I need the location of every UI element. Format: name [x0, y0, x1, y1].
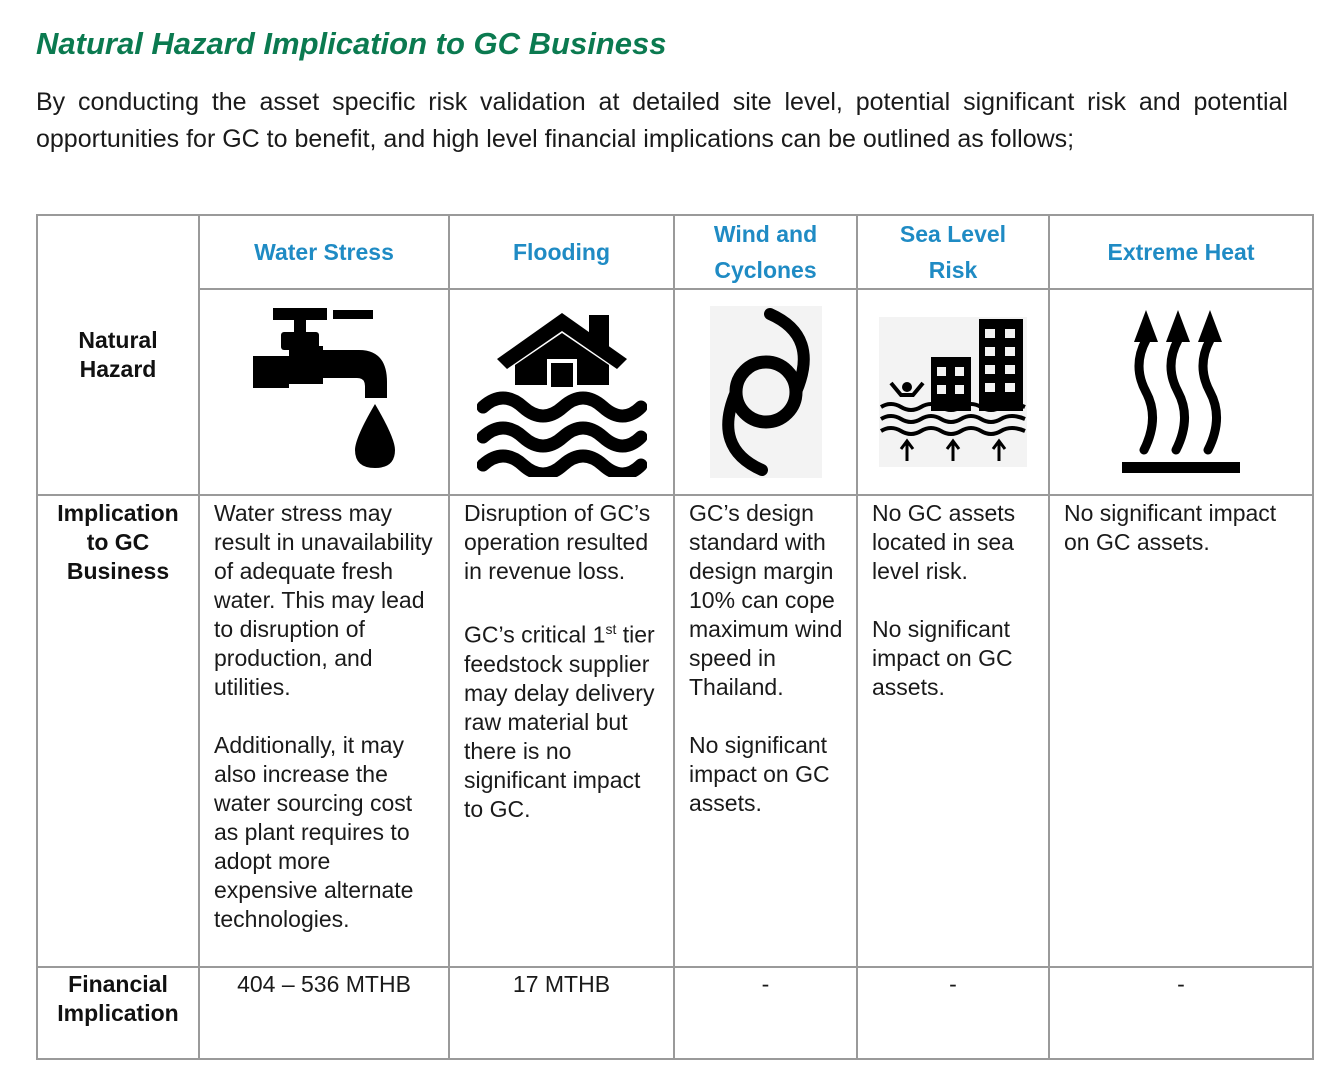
financial-flooding: 17 MTHB [449, 967, 674, 1059]
sea-level-icon-cell [857, 289, 1049, 495]
wind-implication [674, 495, 857, 967]
financial-sea-level: - [857, 967, 1049, 1059]
extreme-heat-icon-cell [1049, 289, 1313, 495]
extreme-heat-implication [1049, 495, 1313, 967]
flooding-implication-p2b: tier feedstock supplier may delay delivery raw material but there is no significant impact to GC. [464, 621, 662, 822]
sea-level-implication-p2: No significant impact on GC assets. [872, 616, 1019, 700]
superscript-st: st [605, 621, 617, 637]
wind-implication-p2: No significant impact on GC assets. [689, 732, 836, 816]
hazard-table [36, 214, 1314, 1060]
financial-implication-label: Financial Implication [37, 967, 199, 1059]
header-extreme-heat: Extreme Heat [1049, 215, 1313, 289]
cyclone-icon-cell [674, 289, 857, 495]
heat-icon [1118, 306, 1244, 478]
natural-hazard-label: Natural Hazard [37, 215, 199, 495]
water-stress-implication [199, 495, 449, 967]
header-water-stress: Water Stress [199, 215, 449, 289]
financial-extreme-heat: - [1049, 967, 1313, 1059]
sea-level-implication [857, 495, 1049, 967]
water-stress-implication-p1: Water stress may result in unavailability of adequate fresh water. This may lead to disruption of production, and utilities. [214, 500, 440, 700]
wind-implication-p1: GC’s design standard with design margin 10% can cope maximum wind speed in Thailand. [689, 500, 849, 700]
extreme-heat-implication-p1: No significant impact on GC assets. [1064, 500, 1283, 555]
flooding-implication-p2a: GC’s critical 1 [464, 621, 606, 648]
water-tap-icon [249, 302, 399, 482]
header-flooding: Flooding [449, 215, 674, 289]
water-stress-icon-cell [199, 289, 449, 495]
page-title: Natural Hazard Implication to GC Business [36, 26, 667, 61]
flooding-implication [449, 495, 674, 967]
header-wind-cyclones: Wind and Cyclones [674, 215, 857, 289]
intro-paragraph: By conducting the asset specific risk validation at detailed site level, potential significant risk and potential opportunities for GC to benefit, and high level financial implications can be outlined as follows; [36, 88, 1288, 153]
financial-wind: - [674, 967, 857, 1059]
financial-water-stress: 404 – 536 MTHB [199, 967, 449, 1059]
flooded-house-icon [477, 307, 647, 477]
sea-level-implication-p1: No GC assets located in sea level risk. [872, 500, 1022, 584]
flooding-icon-cell [449, 289, 674, 495]
flooding-implication-p1: Disruption of GC’s operation resulted in revenue loss. [464, 500, 657, 584]
cyclone-icon [710, 306, 822, 478]
implication-label: Implication to GC Business [37, 495, 199, 967]
sea-level-rise-icon [879, 317, 1027, 467]
header-sea-level-risk: Sea Level Risk [857, 215, 1049, 289]
water-stress-implication-p2: Additionally, it may also increase the water sourcing cost as plant requires to adopt more expensive alternate technologies. [214, 732, 420, 932]
